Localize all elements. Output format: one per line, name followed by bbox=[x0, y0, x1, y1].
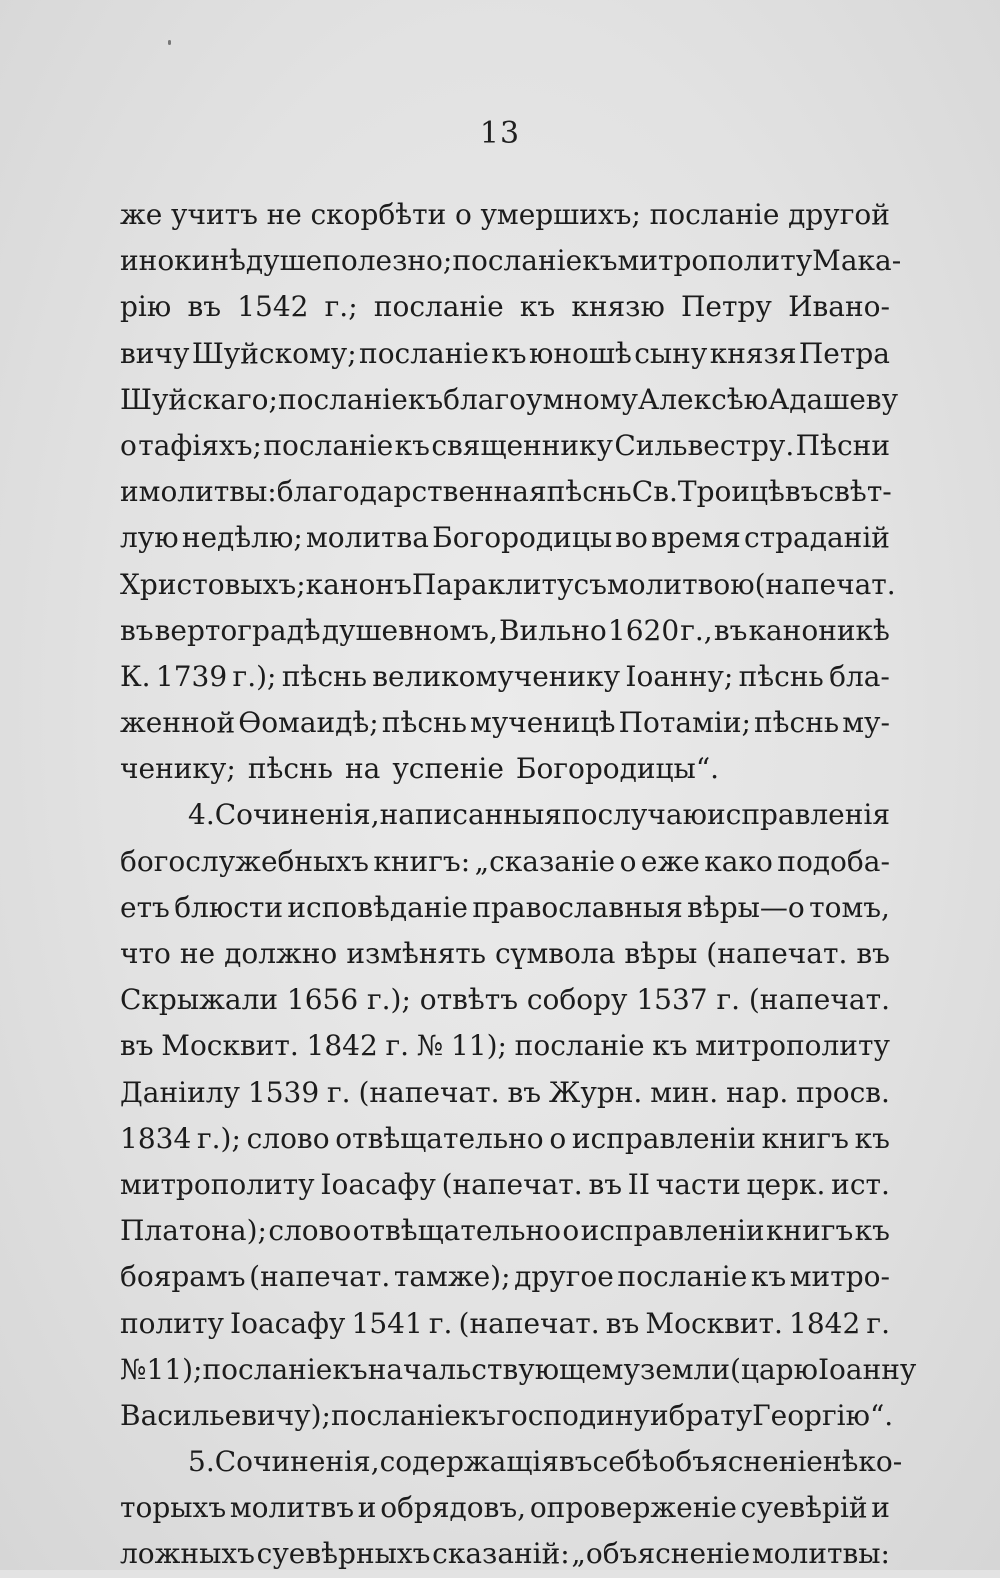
text-line bbox=[120, 562, 896, 608]
word: молитвы: bbox=[138, 475, 277, 509]
word: Даніилу bbox=[120, 1075, 240, 1109]
word: и bbox=[649, 1398, 669, 1432]
word: нѣко- bbox=[822, 1445, 903, 1479]
text-line bbox=[120, 192, 890, 238]
word: въ bbox=[120, 613, 154, 647]
word: посланіе bbox=[277, 382, 408, 416]
word: г.); bbox=[232, 659, 277, 693]
word: (царю bbox=[730, 1352, 818, 1386]
word: пѣснь bbox=[281, 659, 367, 693]
word: къ bbox=[652, 1029, 688, 1063]
word: молитвъ bbox=[229, 1491, 355, 1525]
word: К. bbox=[120, 659, 151, 693]
word: Платона); bbox=[120, 1214, 267, 1248]
word: г., bbox=[680, 613, 713, 647]
word: канонъ bbox=[305, 567, 412, 601]
text-line bbox=[120, 792, 890, 838]
word: начальствующему bbox=[367, 1352, 640, 1386]
word: томъ, bbox=[809, 890, 890, 924]
word: исповѣданіе bbox=[287, 890, 468, 924]
text-line bbox=[120, 331, 890, 377]
word: инокинѣ bbox=[120, 244, 246, 278]
word: къ bbox=[460, 1398, 497, 1432]
text-line bbox=[120, 608, 890, 654]
word: о bbox=[562, 1214, 580, 1248]
word: земли bbox=[639, 1352, 731, 1386]
word: г. bbox=[428, 1306, 453, 1340]
word: посланіе bbox=[359, 336, 489, 370]
word: Шуйскаго; bbox=[120, 382, 278, 416]
word: исправленіи bbox=[571, 1121, 756, 1155]
word: написанныя bbox=[379, 798, 562, 832]
word: въ bbox=[605, 1306, 640, 1340]
word: и bbox=[357, 1491, 377, 1525]
word: (напечат. bbox=[706, 937, 848, 970]
word: просв. bbox=[796, 1075, 890, 1109]
word: № bbox=[416, 1029, 444, 1063]
text-line bbox=[120, 1439, 903, 1485]
text-line bbox=[120, 1116, 890, 1162]
word: 1542 bbox=[237, 290, 309, 324]
word: Адашеву bbox=[768, 382, 899, 416]
word: Св. bbox=[631, 475, 678, 509]
word: вѣры—о bbox=[687, 890, 805, 924]
word: г.); bbox=[196, 1121, 241, 1155]
word: вѣры bbox=[624, 937, 698, 970]
word: содержащія bbox=[379, 1445, 559, 1479]
word: объясненіе bbox=[658, 1445, 823, 1479]
word: Алексѣю bbox=[638, 382, 769, 416]
word: ложныхъ bbox=[120, 1537, 255, 1571]
word: 1842 bbox=[306, 1029, 378, 1063]
word: митрополиту bbox=[617, 244, 813, 278]
word: въ bbox=[713, 613, 748, 647]
word: книгъ: bbox=[373, 844, 471, 878]
word: вичу bbox=[120, 336, 190, 370]
word: въ bbox=[856, 937, 890, 970]
word: г. bbox=[866, 1306, 890, 1340]
word: Сочиненія, bbox=[214, 1445, 380, 1479]
word: (напечат. bbox=[358, 1075, 500, 1109]
word: въ bbox=[784, 475, 819, 509]
word: себѣ bbox=[592, 1445, 659, 1479]
word: успеніе bbox=[392, 752, 504, 786]
word: 4. bbox=[188, 798, 215, 832]
word: о bbox=[454, 198, 472, 231]
word: церк. bbox=[746, 1167, 826, 1201]
word: богослужебныхъ bbox=[120, 844, 369, 878]
word: къ bbox=[750, 1260, 787, 1294]
word: пѣснь bbox=[754, 706, 840, 740]
word: Васильевичу); bbox=[120, 1398, 331, 1432]
word: Москвит. bbox=[161, 1029, 299, 1063]
word: во bbox=[615, 521, 648, 555]
word: исправленія bbox=[706, 798, 891, 832]
word: благоумному bbox=[443, 382, 639, 416]
word: и bbox=[871, 1491, 890, 1525]
word: 1834 bbox=[120, 1121, 192, 1155]
word: слово bbox=[268, 1214, 352, 1248]
text-line bbox=[120, 1023, 890, 1069]
word: торыхъ bbox=[120, 1491, 227, 1525]
word: о bbox=[549, 1121, 567, 1155]
page-number: 13 bbox=[479, 116, 521, 151]
word: г. bbox=[716, 983, 741, 1017]
word: къ bbox=[519, 290, 556, 324]
word: тамже); bbox=[393, 1260, 511, 1294]
word: пѣснь bbox=[738, 659, 824, 693]
word: случаю bbox=[597, 798, 707, 832]
word: № bbox=[120, 1352, 147, 1386]
word: Параклиту bbox=[411, 567, 574, 601]
word: г.); bbox=[366, 983, 411, 1017]
word: каноникѣ bbox=[748, 613, 890, 647]
word: женной bbox=[120, 706, 236, 740]
word: къ bbox=[407, 382, 444, 416]
word: (напечат. bbox=[748, 983, 890, 1017]
word: посланіе bbox=[617, 1260, 748, 1294]
word: душеполезно; bbox=[245, 244, 453, 278]
word: Сильвестру. bbox=[614, 428, 795, 462]
word: Журн. bbox=[548, 1075, 643, 1109]
word: и bbox=[120, 475, 139, 509]
word: Іоанну; bbox=[625, 659, 734, 693]
text-line bbox=[120, 1254, 890, 1300]
word: подоба- bbox=[777, 844, 890, 878]
word: Сочиненія, bbox=[214, 798, 380, 832]
word: исправленіи bbox=[580, 1214, 765, 1248]
word: страданій bbox=[743, 521, 890, 555]
word: посланіе bbox=[649, 198, 780, 231]
word: православныя bbox=[472, 890, 683, 924]
text-line bbox=[120, 977, 890, 1023]
word: въ bbox=[558, 1445, 593, 1479]
word: книгъ bbox=[765, 1214, 854, 1248]
word: боярамъ bbox=[120, 1260, 246, 1294]
word: къ bbox=[582, 244, 618, 278]
word: опроверженіе bbox=[529, 1491, 737, 1525]
word: Іоанну bbox=[817, 1352, 917, 1386]
word: суевѣрныхъ bbox=[256, 1537, 431, 1571]
word: Ивано- bbox=[788, 290, 890, 324]
word: (напечат. bbox=[754, 567, 896, 601]
word: (напечат. bbox=[249, 1260, 391, 1294]
word: отвѣщательно bbox=[335, 1121, 544, 1155]
body-text bbox=[120, 192, 917, 1578]
word: 1656 bbox=[286, 983, 359, 1017]
word: къ bbox=[394, 428, 430, 462]
word: посланіе bbox=[373, 290, 504, 324]
word: о bbox=[619, 844, 637, 878]
word: въ bbox=[507, 1075, 542, 1109]
word: Троицѣ bbox=[677, 475, 785, 509]
word: Москвит. bbox=[645, 1306, 783, 1340]
ink-speck bbox=[168, 40, 171, 45]
word: къ bbox=[854, 1214, 890, 1248]
word: Богородицы bbox=[432, 521, 613, 555]
word: еже bbox=[640, 844, 700, 878]
word: г. bbox=[327, 1075, 351, 1109]
word: Потаміи; bbox=[618, 706, 751, 740]
word: другое bbox=[514, 1260, 614, 1294]
text-line bbox=[120, 1393, 894, 1439]
word: Мака- bbox=[812, 244, 902, 278]
word: собору bbox=[526, 983, 628, 1017]
word: 1620 bbox=[607, 613, 680, 647]
text-line bbox=[120, 654, 890, 700]
word: „объясненіе bbox=[571, 1537, 751, 1571]
word: Іоасафу bbox=[320, 1167, 436, 1201]
word: должно bbox=[224, 937, 338, 970]
word: брату bbox=[668, 1398, 753, 1432]
word: части bbox=[655, 1167, 741, 1201]
word: Пѣсни bbox=[795, 428, 890, 462]
word: 1537 bbox=[636, 983, 708, 1017]
word: другой bbox=[788, 198, 890, 231]
word: посланіе bbox=[202, 1352, 333, 1386]
word: етъ bbox=[120, 890, 170, 924]
word: како bbox=[704, 844, 773, 878]
text-line bbox=[120, 1070, 890, 1116]
word: что bbox=[120, 937, 171, 970]
word: князю bbox=[571, 290, 665, 324]
word: скорбѣти bbox=[310, 198, 447, 231]
word: г. bbox=[385, 1029, 410, 1063]
word: „сказаніе bbox=[474, 844, 616, 878]
text-line bbox=[120, 1301, 890, 1347]
word: слово bbox=[246, 1121, 330, 1155]
word: митрополиту bbox=[695, 1029, 890, 1063]
word: книгъ bbox=[761, 1121, 849, 1155]
word: недѣлю; bbox=[181, 521, 303, 555]
word: сыну bbox=[634, 336, 708, 370]
word: пѣснь bbox=[546, 475, 632, 509]
word: тафіяхъ; bbox=[138, 428, 262, 462]
word: не bbox=[179, 937, 216, 970]
word: съ bbox=[573, 567, 607, 601]
word: политу bbox=[120, 1306, 224, 1340]
word: обрядовъ, bbox=[380, 1491, 527, 1525]
word: умершихъ; bbox=[480, 198, 641, 231]
word: митрополиту bbox=[120, 1167, 315, 1201]
word: въ bbox=[120, 1029, 154, 1063]
word: Ѳомаидѣ; bbox=[238, 706, 379, 740]
word: мин. bbox=[650, 1075, 719, 1109]
word: посланіе bbox=[263, 428, 394, 462]
word: 11); bbox=[146, 1352, 203, 1386]
text-line bbox=[120, 1531, 890, 1577]
word: посланіе bbox=[452, 244, 583, 278]
word: 1541 bbox=[351, 1306, 423, 1340]
word: отвѣщательно bbox=[352, 1214, 561, 1248]
word: пѣснь bbox=[381, 706, 467, 740]
word: Христовыхъ; bbox=[120, 567, 306, 601]
word: II bbox=[627, 1167, 650, 1201]
word: пѣснь bbox=[247, 752, 333, 786]
word: нар. bbox=[726, 1075, 789, 1109]
word: время bbox=[651, 521, 741, 555]
text-line bbox=[120, 377, 899, 423]
word: ист. bbox=[831, 1167, 890, 1201]
word: Скрыжали bbox=[120, 983, 279, 1017]
word: сказаній: bbox=[432, 1537, 570, 1571]
word: суевѣрій bbox=[740, 1491, 868, 1525]
text-line bbox=[120, 284, 890, 330]
word: Іоасафу bbox=[230, 1306, 346, 1340]
text-line bbox=[120, 1162, 890, 1208]
word: къ bbox=[491, 336, 527, 370]
text-line bbox=[120, 746, 890, 792]
word: Шуйскому; bbox=[191, 336, 357, 370]
word: учитъ bbox=[170, 198, 258, 231]
word: (напечат. bbox=[458, 1306, 600, 1340]
word: по bbox=[561, 798, 598, 832]
word: не bbox=[266, 198, 302, 231]
word: посланіе bbox=[330, 1398, 461, 1432]
word: душевномъ, bbox=[321, 613, 498, 647]
word: 1539 bbox=[247, 1075, 320, 1109]
word: посланіе bbox=[514, 1029, 645, 1063]
word: благодарственная bbox=[276, 475, 547, 509]
word: бла- bbox=[829, 659, 890, 693]
word: блюсти bbox=[174, 890, 284, 924]
word: къ bbox=[332, 1352, 368, 1386]
text-line bbox=[120, 1347, 917, 1393]
word: рію bbox=[120, 290, 172, 324]
text-line bbox=[120, 515, 890, 561]
word: 11); bbox=[450, 1029, 507, 1063]
word: му- bbox=[842, 706, 890, 740]
word: въ bbox=[187, 290, 222, 324]
word: къ bbox=[854, 1121, 890, 1155]
word: 1739 bbox=[155, 659, 228, 693]
word: Георгію“. bbox=[752, 1398, 894, 1432]
word: Богородицы“. bbox=[515, 752, 720, 786]
text-line bbox=[120, 238, 902, 284]
word: великомученику bbox=[372, 659, 621, 693]
word: князя bbox=[709, 336, 797, 370]
word: же bbox=[120, 198, 163, 231]
word: юношѣ bbox=[529, 336, 632, 370]
word: мученицѣ bbox=[470, 706, 616, 740]
word: господину bbox=[496, 1398, 650, 1432]
word: 5. bbox=[188, 1445, 215, 1479]
text-line bbox=[120, 1485, 890, 1531]
word: о bbox=[120, 428, 137, 462]
word: Петру bbox=[681, 290, 772, 324]
word: Петра bbox=[798, 336, 890, 370]
word: молитвою bbox=[607, 567, 755, 601]
text-line bbox=[120, 931, 890, 977]
text-line bbox=[120, 469, 890, 515]
word: митро- bbox=[789, 1260, 890, 1294]
word: лую bbox=[120, 521, 179, 555]
word: свѣт- bbox=[818, 475, 892, 509]
word: въ bbox=[588, 1167, 623, 1201]
word: измѣнять bbox=[346, 937, 486, 970]
word: на bbox=[344, 752, 381, 786]
word: г.; bbox=[324, 290, 358, 324]
text-line bbox=[120, 1208, 890, 1254]
word: ченику; bbox=[120, 752, 236, 786]
word: (напечат. bbox=[441, 1167, 583, 1201]
word: молитвы: bbox=[751, 1537, 890, 1571]
text-line bbox=[120, 885, 890, 931]
word: сүмвола bbox=[495, 937, 616, 970]
text-line bbox=[120, 700, 890, 746]
text-line bbox=[120, 423, 890, 469]
word: отвѣтъ bbox=[419, 983, 519, 1017]
word: Вильно bbox=[498, 613, 607, 647]
word: священнику bbox=[431, 428, 613, 462]
word: молитва bbox=[305, 521, 429, 555]
word: 1842 bbox=[789, 1306, 861, 1340]
text-line bbox=[120, 839, 890, 885]
word: вертоградѣ bbox=[154, 613, 321, 647]
